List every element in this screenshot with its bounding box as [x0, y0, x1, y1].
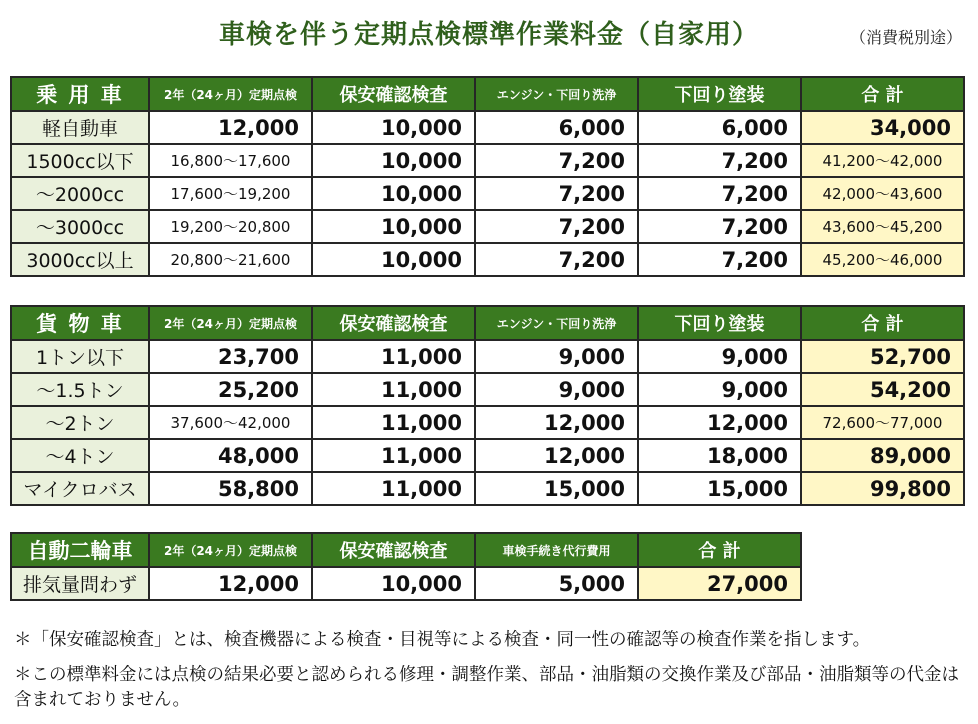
- cell-value: 12,000: [149, 567, 312, 600]
- table-row: [11, 406, 964, 439]
- cell-value: 5,000: [475, 567, 638, 600]
- cell-value: 7,200: [475, 144, 638, 177]
- cell-value: 7,200: [638, 144, 801, 177]
- cell-value: 12,000: [475, 406, 638, 439]
- table-row: [11, 439, 964, 472]
- table-header-row: [11, 533, 801, 567]
- cell-value: 11,000: [312, 340, 475, 373]
- page-title: 車検を伴う定期点検標準作業料金（自家用）: [218, 20, 759, 50]
- table-row: [11, 340, 964, 373]
- header-safety-inspection: 保安確認検査: [312, 306, 475, 340]
- cell-value: 9,000: [638, 373, 801, 406]
- header-safety-inspection: 保安確認検査: [312, 77, 475, 111]
- cell-value: 7,200: [638, 177, 801, 210]
- category-header: 乗 用 車: [11, 77, 149, 111]
- cell-value: 7,200: [638, 243, 801, 276]
- cell-value: 9,000: [638, 340, 801, 373]
- row-label: 軽自動車: [11, 111, 149, 144]
- header-engine-wash: エンジン・下回り洗浄: [475, 77, 638, 111]
- header-undercoat: 下回り塗装: [638, 306, 801, 340]
- cell-value: 12,000: [475, 439, 638, 472]
- cell-value: 25,200: [149, 373, 312, 406]
- table-row: [11, 210, 964, 243]
- header-total: 合 計: [801, 77, 964, 111]
- total-cell: 54,200: [801, 373, 964, 406]
- motorcycle-fee-table: [10, 532, 802, 601]
- cell-value: 12,000: [638, 406, 801, 439]
- footnote-exclusions: ＊この標準料金には点検の結果必要と認められる修理・調整作業、部品・油脂類の交換作業及び部品・油脂類等の代金は含まれておりません。: [14, 665, 959, 710]
- cell-value: 7,200: [475, 177, 638, 210]
- header-periodic-inspection: 2年（24ヶ月）定期点検: [149, 533, 312, 567]
- cell-value: 18,000: [638, 439, 801, 472]
- cell-value: 10,000: [312, 111, 475, 144]
- passenger-car-fee-table: [10, 76, 965, 277]
- header-periodic-inspection: 2年（24ヶ月）定期点検: [149, 306, 312, 340]
- cell-value: 10,000: [312, 177, 475, 210]
- row-label: 1トン以下: [11, 340, 149, 373]
- total-cell: 27,000: [638, 567, 801, 600]
- row-label: 排気量問わず: [11, 567, 149, 600]
- row-label: ～1.5トン: [11, 373, 149, 406]
- footnote-safety-inspection: ＊「保安確認検査」とは、検査機器による検査・目視等による検査・同一性の確認等の検査作業を指します。: [14, 630, 871, 650]
- total-cell: 72,600～77,000: [801, 406, 964, 439]
- table-header-row: [11, 77, 964, 111]
- cell-value: 20,800～21,600: [149, 243, 312, 276]
- cell-value: 10,000: [312, 567, 475, 600]
- cell-value: 7,200: [638, 210, 801, 243]
- total-cell: 45,200～46,000: [801, 243, 964, 276]
- row-label: マイクロバス: [11, 472, 149, 505]
- cell-value: 10,000: [312, 243, 475, 276]
- total-cell: 34,000: [801, 111, 964, 144]
- row-label: ～4トン: [11, 439, 149, 472]
- row-label: ～2トン: [11, 406, 149, 439]
- cell-value: 7,200: [475, 243, 638, 276]
- category-header: 自動二輪車: [11, 533, 149, 567]
- header-total: 合 計: [801, 306, 964, 340]
- table-row: [11, 177, 964, 210]
- header-agency-fee: 車検手続き代行費用: [475, 533, 638, 567]
- table-row: [11, 111, 964, 144]
- table-row: [11, 567, 801, 600]
- table-header-row: [11, 306, 964, 340]
- header-undercoat: 下回り塗装: [638, 77, 801, 111]
- row-label: 3000cc以上: [11, 243, 149, 276]
- total-cell: 89,000: [801, 439, 964, 472]
- total-cell: 43,600～45,200: [801, 210, 964, 243]
- cell-value: 12,000: [149, 111, 312, 144]
- total-cell: 99,800: [801, 472, 964, 505]
- cell-value: 10,000: [312, 210, 475, 243]
- cell-value: 37,600～42,000: [149, 406, 312, 439]
- cell-value: 23,700: [149, 340, 312, 373]
- cell-value: 19,200～20,800: [149, 210, 312, 243]
- cell-value: 48,000: [149, 439, 312, 472]
- header-engine-wash: エンジン・下回り洗浄: [475, 306, 638, 340]
- tax-note: （消費税別途）: [849, 28, 962, 47]
- row-label: 1500cc以下: [11, 144, 149, 177]
- cell-value: 9,000: [475, 373, 638, 406]
- cell-value: 11,000: [312, 373, 475, 406]
- cell-value: 11,000: [312, 472, 475, 505]
- category-header: 貨 物 車: [11, 306, 149, 340]
- row-label: ～2000cc: [11, 177, 149, 210]
- row-label: ～3000cc: [11, 210, 149, 243]
- total-cell: 41,200～42,000: [801, 144, 964, 177]
- cell-value: 15,000: [475, 472, 638, 505]
- header-safety-inspection: 保安確認検査: [312, 533, 475, 567]
- header-periodic-inspection: 2年（24ヶ月）定期点検: [149, 77, 312, 111]
- header-total: 合 計: [638, 533, 801, 567]
- cell-value: 58,800: [149, 472, 312, 505]
- cell-value: 10,000: [312, 144, 475, 177]
- cell-value: 7,200: [475, 210, 638, 243]
- cell-value: 11,000: [312, 439, 475, 472]
- total-cell: 42,000～43,600: [801, 177, 964, 210]
- cargo-vehicle-fee-table: [10, 305, 965, 506]
- cell-value: 6,000: [638, 111, 801, 144]
- cell-value: 11,000: [312, 406, 475, 439]
- total-cell: 52,700: [801, 340, 964, 373]
- table-row: [11, 472, 964, 505]
- cell-value: 9,000: [475, 340, 638, 373]
- cell-value: 16,800～17,600: [149, 144, 312, 177]
- cell-value: 6,000: [475, 111, 638, 144]
- table-row: [11, 144, 964, 177]
- table-row: [11, 243, 964, 276]
- cell-value: 15,000: [638, 472, 801, 505]
- table-row: [11, 373, 964, 406]
- cell-value: 17,600～19,200: [149, 177, 312, 210]
